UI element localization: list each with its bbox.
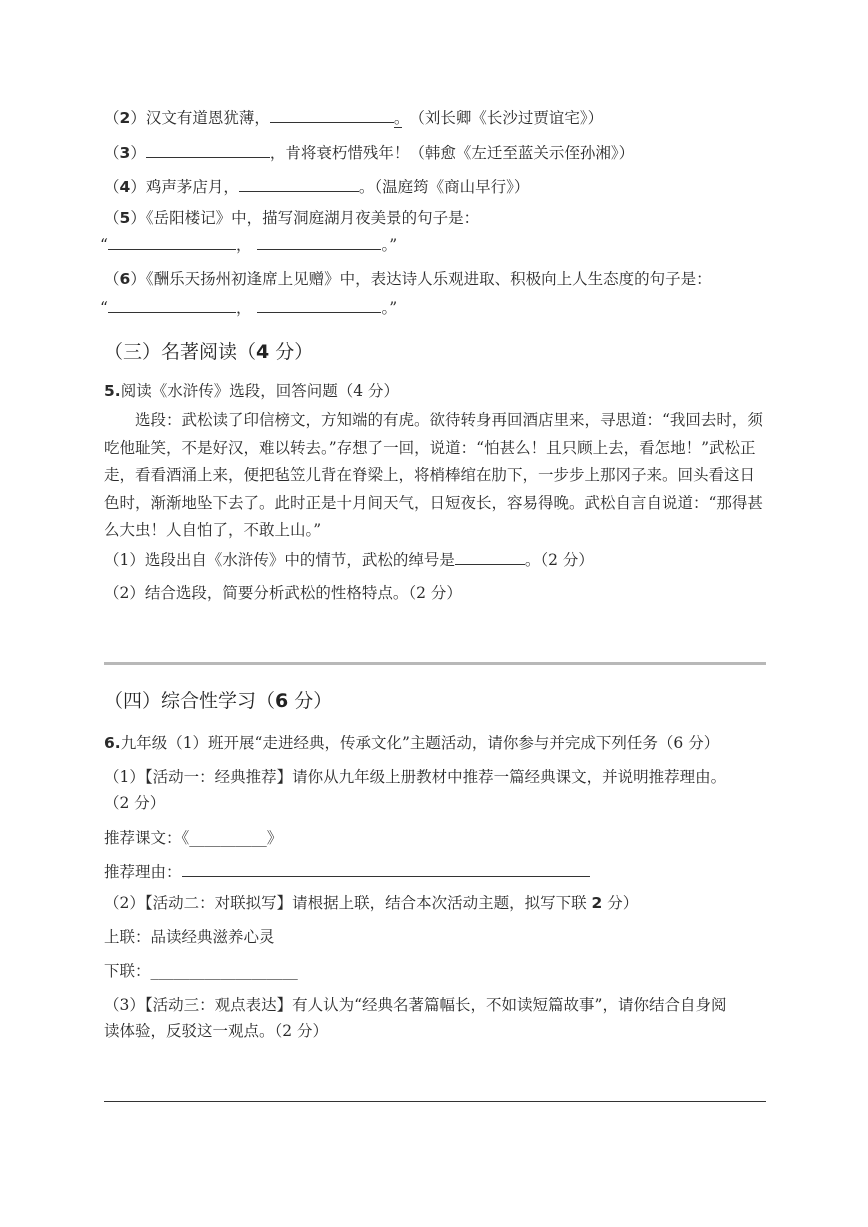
recommend-reason-row — [104, 860, 590, 882]
heading-text-end: 分） — [269, 341, 314, 363]
heading-text: （三）名著阅读（ — [104, 341, 257, 363]
section-3-heading — [104, 340, 313, 364]
activity-3-line-2: 读体验，反驳这一观点。（2 分） — [104, 1022, 329, 1040]
section-4-heading — [104, 689, 332, 713]
recommend-reason-blank[interactable] — [182, 860, 590, 877]
item-number: 5 — [119, 209, 131, 227]
answer-blank[interactable] — [257, 296, 381, 313]
poetry-item-6-answer — [100, 296, 397, 318]
verse-text: 鸡声茅店月， — [145, 178, 239, 196]
recommend-text-row — [104, 828, 282, 848]
activity-1-line-2: （2 分） — [104, 794, 166, 812]
activity-2-text-end: 分） — [602, 894, 639, 912]
poetry-item-5: （5）《岳阳楼记》中，描写洞庭湖月夜美景的句子是： — [104, 209, 480, 227]
answer-blank[interactable] — [257, 233, 381, 250]
question-text: 《酬乐天扬州初逢席上见赠》中，表达诗人乐观进取、积极向上人生态度的句子是： — [145, 270, 712, 288]
poetry-item-3: （3） ，肯将衰朽惜残年！（韩愈《左迁至蓝关示侄孙湘》） — [104, 141, 634, 163]
question-5-title — [104, 381, 399, 401]
question-5-sub-2: （2）结合选段，简要分析武松的性格特点。（2 分） — [104, 584, 462, 602]
question-text: 《岳阳楼记》中，描写洞庭湖月夜美景的句子是： — [145, 209, 480, 227]
close-mark: 。” — [381, 299, 398, 317]
reading-passage: 选段：武松读了印信榜文，方知端的有虎。欲待转身再回酒店里来，寻思道：“我回去时，须吃他耻笑，不是好汉，难以转去。”存想了一回，说道：“怕甚么！且只顾上去，看怎地！”武松正走，看看酒涌上来，便把毡笠儿背在脊梁上，将梢棒绾在肋下，一步步上那冈子来。回头看这日色时，渐渐地坠下去了。此时正是十月间天气，日短夜长，容易得晚。武松自言自说道：“那得甚么大虫！人自怕了，不敢上山。” — [104, 411, 763, 539]
question-title: 阅读《水浒传》选段，回答问题（4 分） — [120, 382, 399, 400]
activity-3-line-1: （3）【活动三：观点表达】有人认为“经典名著篇幅长，不如读短篇故事”，请你结合自身阅 — [104, 996, 727, 1014]
upper-couplet: 上联：品读经典滋养心灵 — [104, 928, 275, 946]
poetry-item-2: （2）汉文有道恩犹薄， 。 （刘长卿《长沙过贾谊宅》） — [104, 106, 603, 128]
answer-blank[interactable] — [239, 175, 359, 192]
verse-end: 。 — [393, 109, 402, 127]
section-divider — [104, 662, 766, 665]
heading-text: （四）综合性学习（ — [104, 690, 276, 712]
poetry-item-4: （4）鸡声茅店月， 。（温庭筠《商山早行》） — [104, 175, 529, 197]
answer-blank[interactable] — [270, 106, 394, 123]
verse-text: ，肯将衰朽惜残年！（韩愈《左迁至蓝关示侄孙湘》） — [269, 144, 635, 162]
question-5-sub-1 — [104, 548, 594, 570]
poetry-item-5-answer — [100, 233, 397, 255]
item-number: 2 — [119, 109, 131, 127]
answer-blank[interactable] — [108, 233, 236, 250]
lower-couplet-row — [104, 961, 298, 981]
heading-score: 4 — [256, 341, 270, 363]
recommend-reason-label: 推荐理由： — [104, 863, 182, 881]
verse-text: 汉文有道恩犹薄， — [145, 109, 270, 127]
poetry-item-6: （6）《酬乐天扬州初逢席上见赠》中，表达诗人乐观进取、积极向上人生态度的句子是： — [104, 270, 712, 288]
question-title: 九年级（1）班开展“走进经典，传承文化”主题活动，请你参与并完成下列任务（6 分） — [120, 734, 720, 752]
source-text: （刘长卿《长沙过贾谊宅》） — [417, 109, 604, 127]
activity-2 — [104, 893, 638, 913]
question-number: 5. — [104, 382, 121, 400]
activity-1-line-1: （1）【活动一：经典推荐】请你从九年级上册教材中推荐一篇经典课文，并说明推荐理由。 — [104, 768, 727, 786]
answer-blank[interactable] — [455, 548, 525, 565]
comma: ， — [235, 236, 252, 254]
question-number: 6. — [104, 734, 121, 752]
heading-text-end: 分） — [288, 690, 333, 712]
close-mark: 。” — [381, 236, 398, 254]
item-number: 6 — [119, 270, 131, 288]
activity-2-text: （2）【活动二：对联拟写】请根据上联，结合本次活动主题，拟写下联 — [104, 894, 592, 912]
quote-mark: “ — [100, 236, 108, 254]
sub-question-score: 。（2 分） — [524, 551, 594, 569]
comma: ， — [235, 299, 252, 317]
lower-couplet-label: 下联： — [104, 962, 151, 980]
question-6-title — [104, 733, 719, 753]
sub-question-text: （1）选段出自《水浒传》中的情节，武松的绰号是 — [104, 551, 455, 569]
lower-couplet-blank[interactable]: ___________________ — [150, 962, 298, 980]
quote-mark: “ — [100, 299, 108, 317]
bottom-rule — [104, 1101, 766, 1102]
answer-blank[interactable] — [146, 141, 270, 158]
recommend-text-label: 推荐课文：《 — [104, 829, 190, 847]
source-text: 。（温庭筠《商山早行》） — [358, 178, 530, 196]
activity-2-score: 2 — [591, 894, 603, 912]
answer-blank[interactable] — [108, 296, 236, 313]
item-number: 4 — [119, 178, 131, 196]
heading-score: 6 — [275, 690, 289, 712]
item-number: 3 — [119, 144, 131, 162]
recommend-text-blank[interactable]: __________ — [189, 829, 267, 847]
book-close-mark: 》 — [266, 829, 283, 847]
